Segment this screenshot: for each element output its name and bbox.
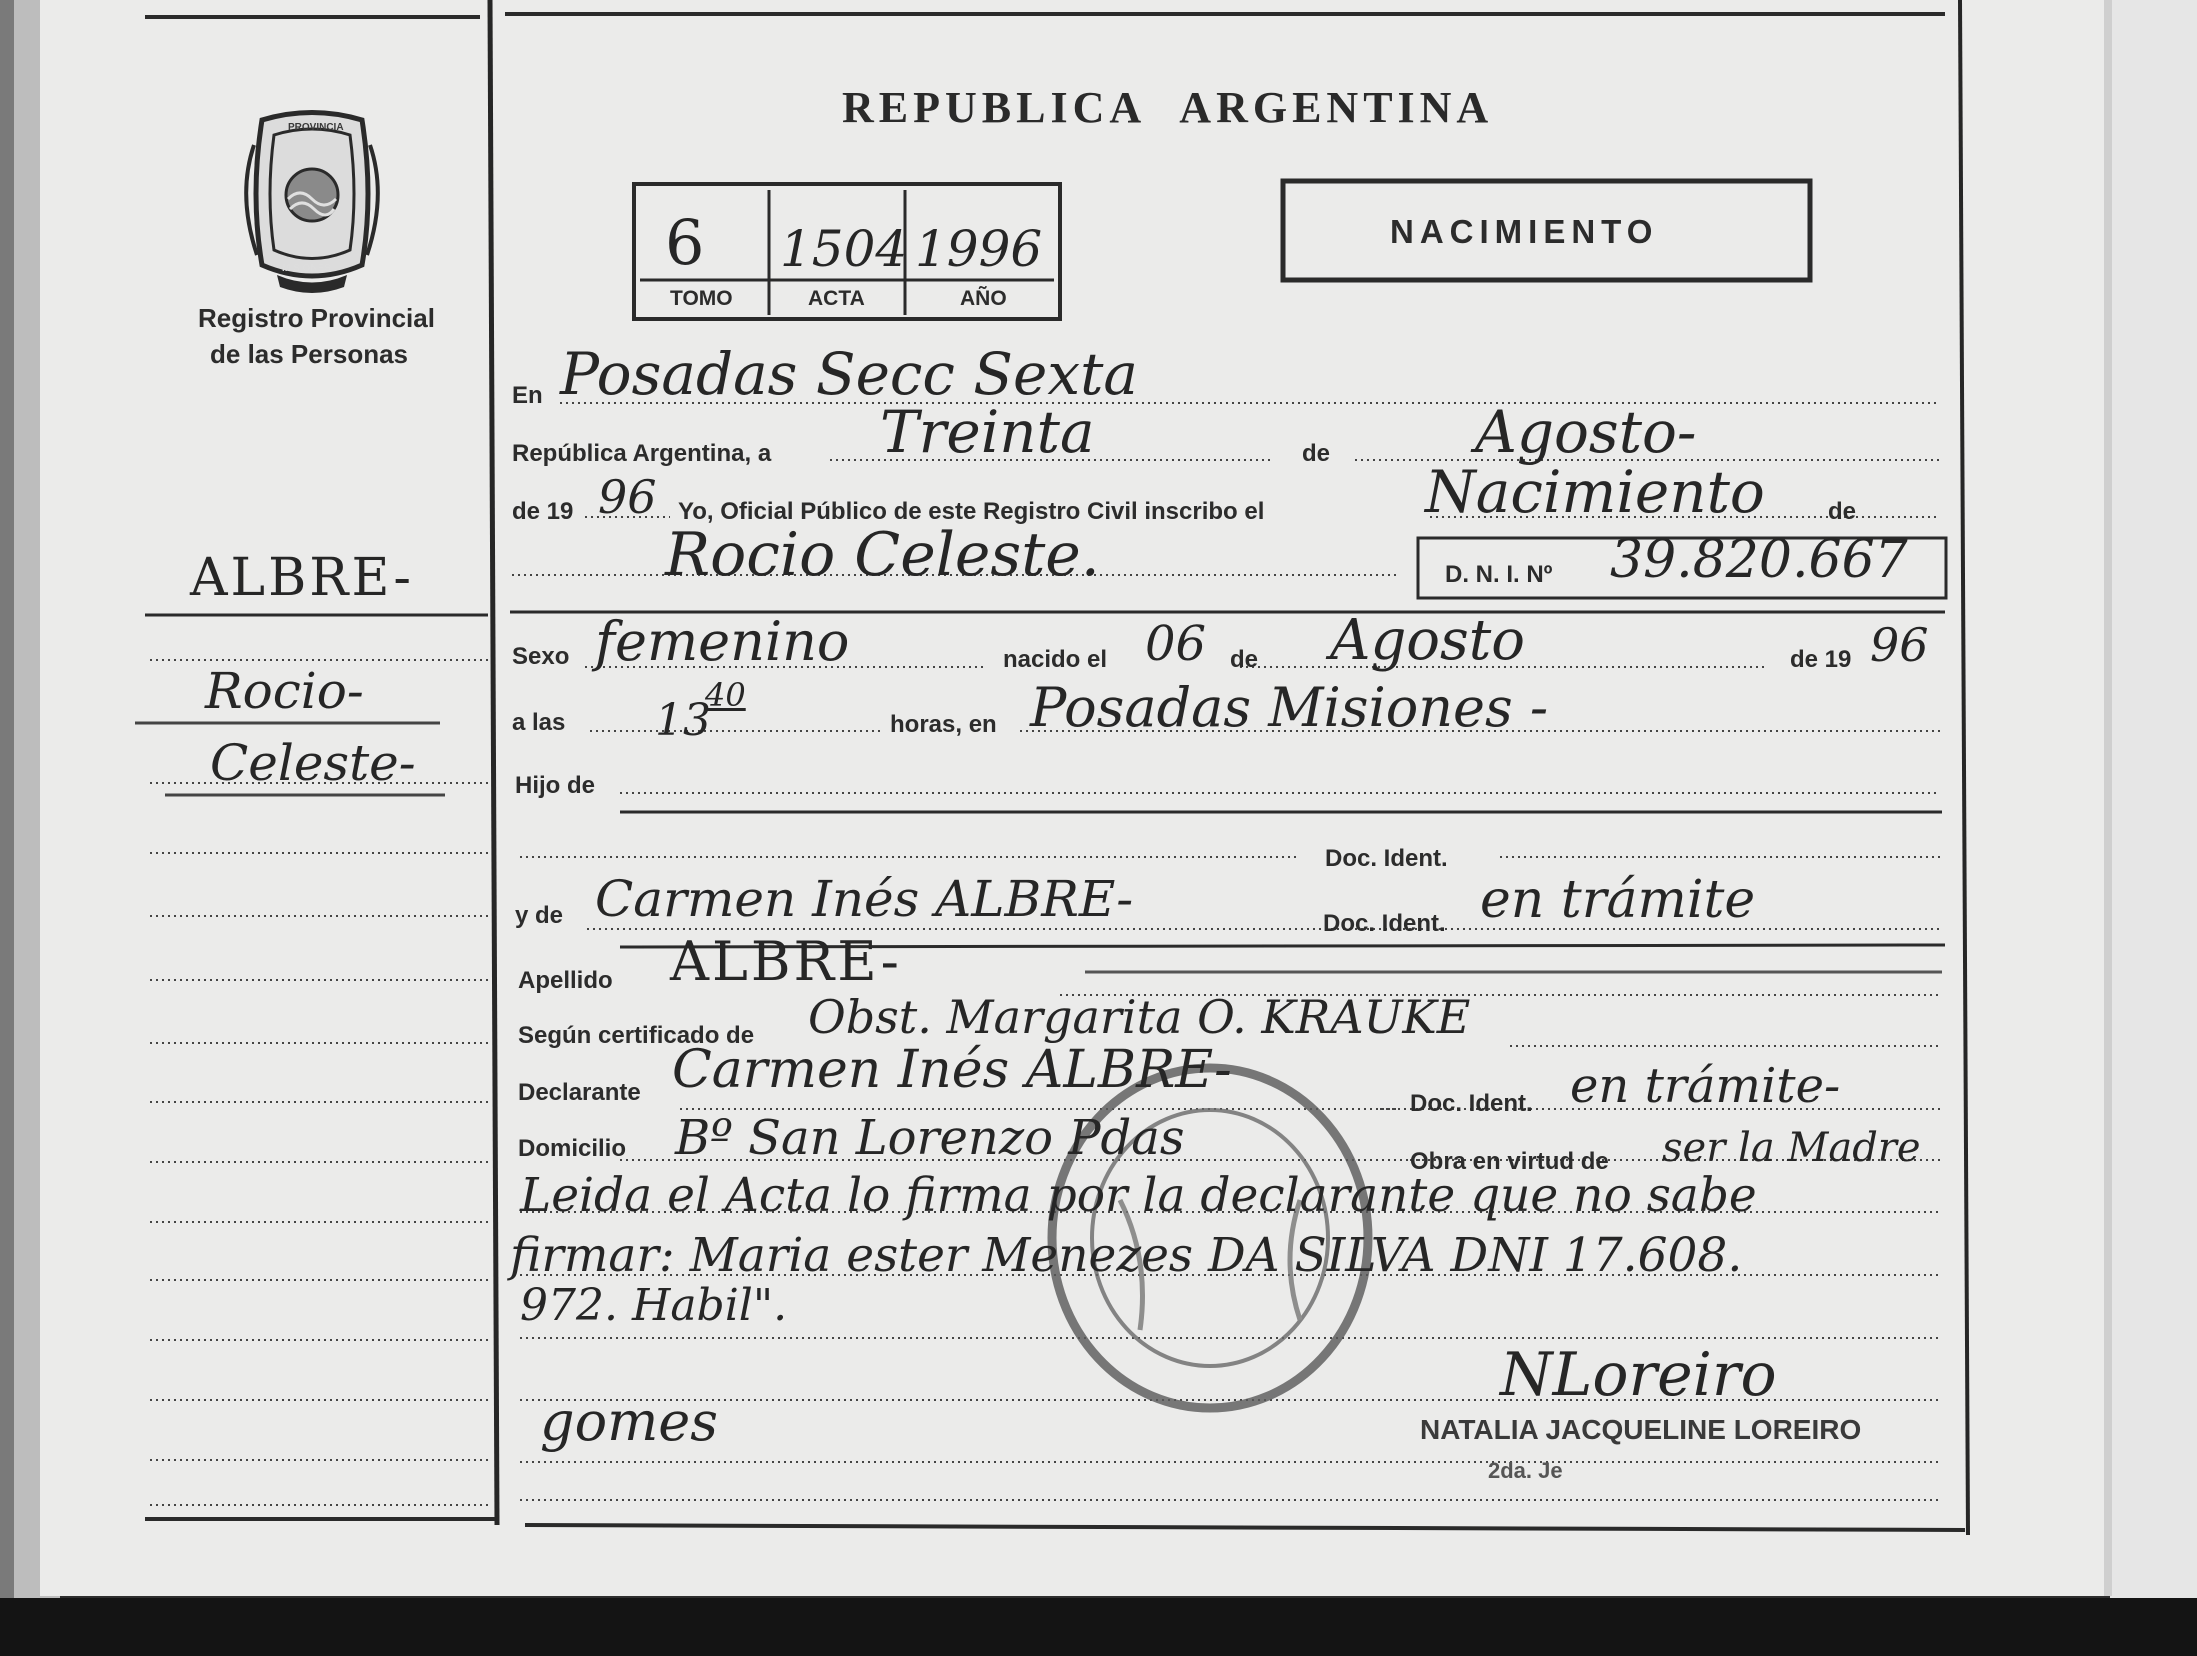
label-republica: República Argentina, a — [512, 440, 772, 467]
notes-line-2: firmar: Maria ester Menezes DA SILVA DNI 17.608. — [510, 1228, 1743, 1283]
anio-value: 1996 — [915, 220, 1043, 278]
field-by-virtue: ser la Madre — [1662, 1125, 1921, 1171]
official-title: 2da. Je — [1488, 1458, 1563, 1483]
official-signature: NLoreiro — [1500, 1340, 1777, 1410]
field-child-name: Rocio Celeste. — [665, 520, 1100, 590]
margin-given-name-2: Celeste- — [210, 734, 416, 792]
field-act-type: Nacimiento — [1425, 458, 1765, 526]
label-de-19: de 19 — [512, 498, 574, 525]
field-mother: Carmen Inés ALBRE- — [595, 870, 1134, 928]
field-sex: femenino — [595, 610, 850, 673]
seal-label-top: PROVINCIA — [288, 122, 344, 133]
notes-line-1: Leida el Acta lo firma por la declarante que no sabe — [520, 1168, 1757, 1223]
field-month-reg: Agosto- — [1475, 398, 1697, 466]
registry-name-line1: Registro Provincial — [198, 303, 435, 333]
field-birth-year: 96 — [1870, 618, 1929, 672]
field-year-reg: 96 — [598, 470, 657, 524]
label-doc-ident-mother: Doc. Ident. — [1323, 910, 1446, 937]
label-a-las: a las — [512, 709, 566, 736]
country-title: REPUBLICA ARGENTINA — [842, 83, 1494, 132]
field-birth-month: Agosto — [1330, 608, 1525, 673]
label-horas-en: horas, en — [890, 711, 997, 738]
seal-label-bottom: MISIONES — [282, 263, 331, 274]
label-sexo: Sexo — [512, 643, 570, 670]
field-birth-hour: 13 — [655, 695, 711, 746]
label-nacido-el: nacido el — [1003, 646, 1108, 673]
label-yo-oficial: Yo, Oficial Público de este Registro Civil inscribo el — [678, 498, 1265, 525]
field-surname: ALBRE- — [670, 930, 902, 993]
label-en: En — [512, 382, 543, 409]
label-de-bmonth: de — [1230, 646, 1259, 673]
field-declarant-doc: en trámite- — [1570, 1058, 1841, 1114]
margin-surname: ALBRE- — [190, 548, 414, 608]
label-doc-ident-declarant: Doc. Ident. — [1410, 1090, 1533, 1117]
field-dni-number: 39.820.667 — [1610, 530, 1908, 590]
official-name: NATALIA JACQUELINE LOREIRO — [1420, 1414, 1862, 1445]
label-segun-cert: Según certificado de — [518, 1022, 755, 1049]
field-day-words: Treinta — [880, 398, 1095, 466]
tomo-label: TOMO — [670, 287, 733, 310]
field-place: Posadas Secc Sexta — [560, 340, 1138, 408]
field-birth-place: Posadas Misiones - — [1030, 676, 1549, 739]
label-apellido: Apellido — [518, 967, 613, 994]
label-de-act: de — [1828, 498, 1857, 525]
label-de-month: de — [1302, 440, 1331, 467]
anio-label: AÑO — [960, 287, 1007, 310]
label-de-anio: de 19 — [1790, 646, 1852, 673]
declarant-mark: gomes — [540, 1390, 718, 1453]
record-type-title: NACIMIENTO — [1390, 213, 1659, 250]
acta-value: 1504 — [780, 220, 908, 278]
field-mother-doc: en trámite — [1480, 870, 1756, 930]
registry-name-line2: de las Personas — [210, 339, 408, 369]
label-domicilio: Domicilio — [518, 1135, 627, 1162]
field-birth-minutes: 40 — [705, 676, 746, 714]
field-address: Bº San Lorenzo Pdas — [675, 1110, 1185, 1166]
notes-line-3: 972. Habil". — [520, 1280, 788, 1331]
label-doc-ident-father: Doc. Ident. — [1325, 845, 1448, 872]
label-hijo-de: Hijo de — [515, 772, 596, 799]
label-y-de: y de — [515, 902, 564, 929]
field-birth-day: 06 — [1145, 616, 1207, 672]
label-declarante: Declarante — [518, 1079, 641, 1106]
tomo-value: 6 — [665, 206, 705, 279]
label-obra-virtud: Obra en virtud de — [1410, 1148, 1609, 1175]
acta-label: ACTA — [808, 287, 865, 310]
field-certificate: Obst. Margarita O. KRAUKE — [808, 990, 1471, 1044]
margin-given-name-1: Rocio- — [205, 662, 364, 720]
label-dni: D. N. I. Nº — [1445, 561, 1553, 588]
field-declarant: Carmen Inés ALBRE- — [672, 1040, 1232, 1100]
